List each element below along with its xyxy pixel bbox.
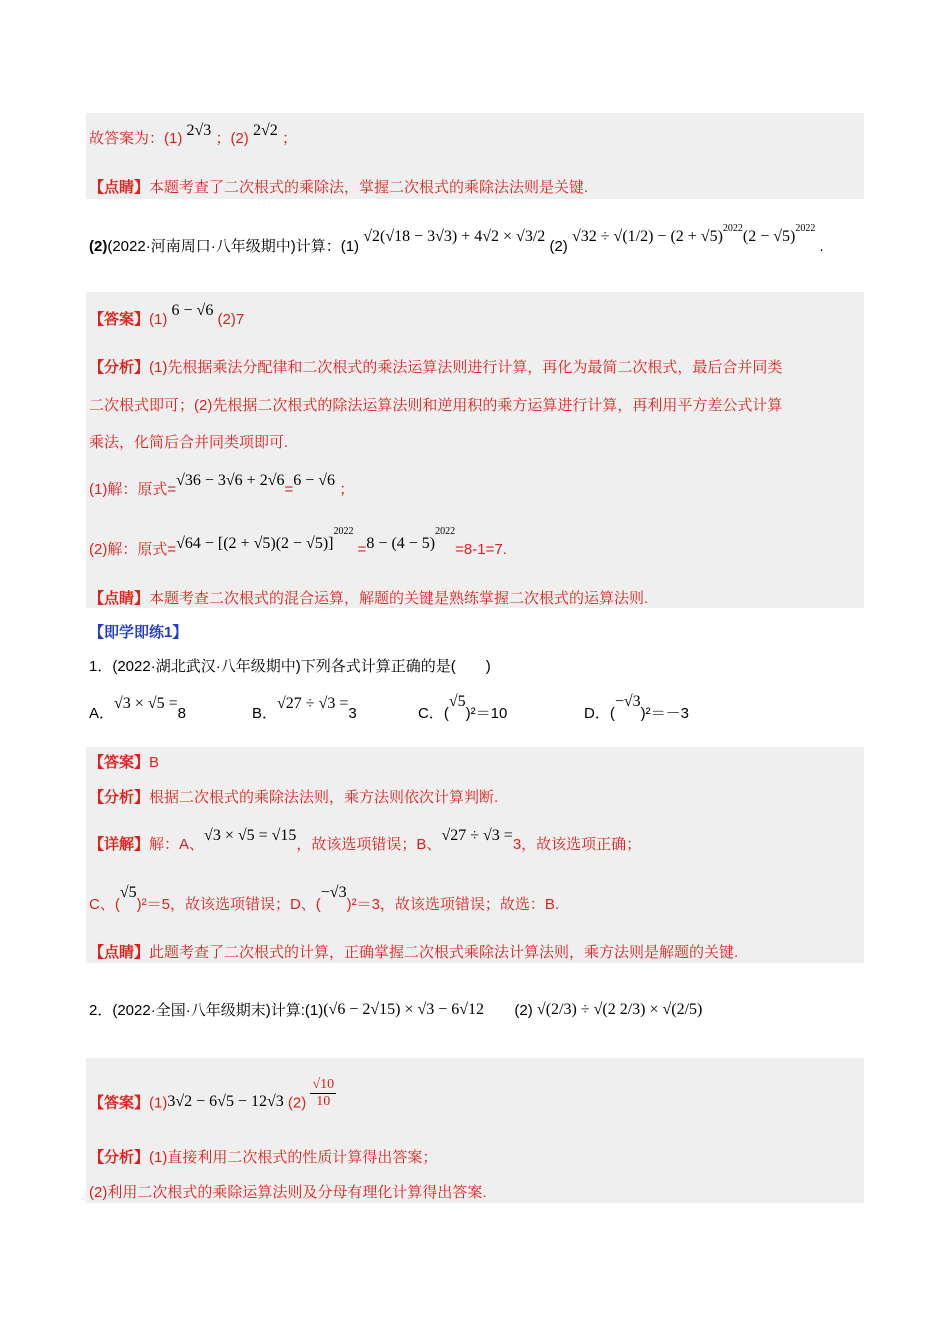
solution2-2-math-a: √64 − [(2 + √5)(2 − √5)] <box>176 535 334 552</box>
dianjing-2: 【点睛】本题考查二次根式的混合运算，解题的关键是熟练掌握二次根式的运算法则. <box>89 590 649 607</box>
q2-exponent: 2022 <box>722 223 743 234</box>
option-a: A．√3 × √5 =8 <box>89 695 186 722</box>
math-2sqrt3: 2√3 <box>186 122 212 139</box>
q2-part1-math: √2(√18 − 3√3) + 4√2 × √3/2 <box>363 228 546 245</box>
q2-part2-math-a: √32 ÷ √(1/2) − (2 + √5) <box>571 228 723 245</box>
analysis-2-line-1: 【分析】(1)先根据乘法分配律和二次根式的乘法运算法则进行计算，再化为最简二次根式，最后合并同类 <box>89 359 783 376</box>
practice-heading: 【即学即练1】 <box>89 624 188 641</box>
answer-line-1: 故答案为：(1) 2√3 ；(2) 2√2 ； <box>89 122 297 147</box>
answer2-math: 6 − √6 <box>171 302 214 319</box>
p1-dianjing: 【点睛】此题考查了二次根式的计算，正确掌握二次根式乘除法计算法则，乘方法则是解题的关键. <box>89 944 739 961</box>
option-a-math: √3 × √5 = <box>114 695 178 712</box>
option-b: B．√27 ÷ √3 =3 <box>252 695 357 722</box>
solution2-2-exp2: 2022 <box>435 526 456 537</box>
solution-2-2: (2)解：原式=√64 − [(2 + √5)(2 − √5)]2022 =8 − (4 − 5)2022=8-1=7. <box>89 539 507 563</box>
q2-part2-math-b: (2 − √5) <box>742 228 796 245</box>
option-b-math: √27 ÷ √3 = <box>277 695 349 712</box>
p1-detail-math-d: −√3 <box>320 884 347 901</box>
p1-analysis: 【分析】根据二次根式的乘除法法则，乘方法则依次计算判断. <box>89 789 499 806</box>
practice-question-1: 1．(2022·湖北武汉·八年级期中)下列各式计算正确的是( ) <box>89 658 491 675</box>
dianjing-line-1: 【点睛】本题考查了二次根式的乘除法，掌握二次根式的乘除法法则是关键. <box>89 179 589 196</box>
fraction-denominator: 10 <box>316 1094 331 1109</box>
option-d: D．(−√3)²＝－3 <box>584 693 689 722</box>
p1-answer: 【答案】B <box>89 754 160 771</box>
answer-2: 【答案】(1) 6 − √6 (2)7 <box>89 302 245 328</box>
p1-detail-math-c: √5 <box>119 884 137 901</box>
option-c-math: √5 <box>448 693 466 710</box>
p2-analysis-2: (2)利用二次根式的乘除运算法则及分母有理化计算得出答案. <box>89 1184 487 1201</box>
p2-analysis-1: 【分析】(1)直接利用二次根式的性质计算得出答案； <box>89 1149 438 1166</box>
analysis-2-line-2: 二次根式即可；(2)先根据二次根式的除法运算法则和逆用积的乘方运算进行计算，再利用平方差公式计算 <box>89 397 783 414</box>
practice-question-2: 2．(2022·全国·八年级期末)计算:(1)(√6 − 2√15) × √3 − 6√12 (2) √(2/3) ÷ √(2 2/3) × √(2/5) <box>89 1001 703 1019</box>
p2-answer-fraction <box>310 1077 336 1110</box>
solution-2-1: (1)解：原式=√36 − 3√6 + 2√6=6 − √6 ； <box>89 472 355 498</box>
p2-answer-math-1: 3√2 − 6√5 − 12√3 <box>167 1093 284 1111</box>
analysis-2-line-3: 乘法，化简后合并同类项即可. <box>89 434 289 451</box>
option-c: C．(√5)²＝10 <box>418 693 508 722</box>
p1-detail-2: C、(√5)²＝5，故该选项错误；D、(−√3)²＝3，故该选项错误；故选：B. <box>89 884 560 913</box>
math-2sqrt2: 2√2 <box>252 122 278 139</box>
q2-exponent-2: 2022 <box>795 223 816 234</box>
p1-detail-math-a: √3 × √5 = √15 <box>204 827 297 844</box>
fraction-numerator: √10 <box>312 1077 335 1092</box>
solution2-2-exp: 2022 <box>333 526 354 537</box>
question-2: (2)(2022·河南周口·八年级期中)计算：(1) √2(√18 − 3√3) + 4√2 × √3/2 (2) √32 ÷ √(1/2) − (2 + √5)2022(2 − √5)2022 . <box>89 236 824 260</box>
solution2-1-math: √36 − 3√6 + 2√6 <box>176 472 285 489</box>
p1-detail-math-b: √27 ÷ √3 = <box>441 827 513 844</box>
p2-part1-math: (√6 − 2√15) × √3 − 6√12 <box>323 1001 485 1018</box>
option-d-math: −√3 <box>614 693 641 710</box>
p2-part2-math: √(2/3) ÷ √(2 2/3) × √(2/5) <box>536 1001 703 1018</box>
solution2-2-math-b: 8 − (4 − 5) <box>366 535 436 552</box>
p1-detail-1: 【详解】解：A、√3 × √5 = √15，故该选项错误；B、√27 ÷ √3 =3，故该选项正确； <box>89 827 642 853</box>
p2-answer: 【答案】(1)3√2 − 6√5 − 12√3 (2) $\frac{√10}{10}$ <box>89 1077 335 1112</box>
solution2-1-result: 6 − √6 <box>293 472 336 489</box>
